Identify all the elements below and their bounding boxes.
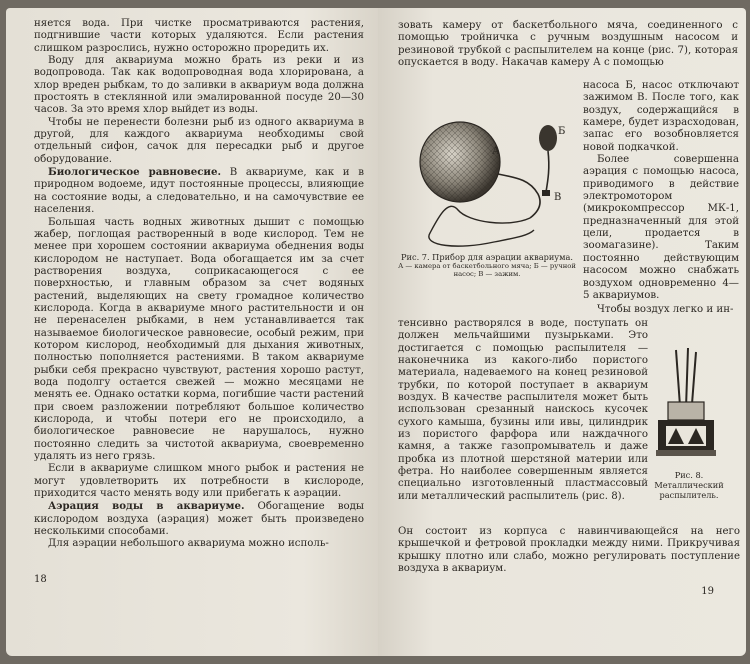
paragraph: насоса Б, насос отключают зажимом В. После того, как воздух, содержащийся в камере, будет израсходован, запас его возобновляется новой подкачкой. [583,80,739,153]
hand-pump-bulb [539,125,557,151]
page-number: 19 [701,586,714,597]
fig7-label-a: А [492,146,500,157]
left-page-text [34,18,364,551]
paragraph: тенсивно растворялся в воде, поступать он должен мельчайшими пузырьками. Это достигается с помощью распылителя — наконечника из какого-либо пористого материала, надеваемого на конец резиновой трубки, по которой поступает в аквариум воздух. В качестве распылителя может быть использован срезанный наискось кусочек сухого камыша, бузины или ивы, цилиндрик из пористого фарфора или наждачного камня, а также газопромыватель и даже пробка из плотной шерстяной материи или фетра. Но наиболее совершенным является специально изготовленный пластмассовый или металлический распылитель (рис. 8). [398,318,648,502]
figure-7-caption [398,252,576,278]
paragraph: Чтобы не перенести болезни рыб из одного аквариума в другой, для каждого аквариума необходимы свой отдельный сифон, сачок для пересадки рыб и другое оборудование. [34,116,364,165]
side-column [583,80,739,317]
metal-diffuser-illustration [640,346,738,468]
paragraph: няется вода. При чистке просматриваются растения, подгнившие части которых удаляются. Если растения слишком разрослись, нужно осторожно проредить их. [34,18,364,54]
clamp [542,190,550,196]
aeration-device-illustration [398,118,578,253]
paragraph: Более совершенна аэрация с помощью насоса, приводимого в действие электромотором (микрокомпрессор МК-1, предназначенный для этой цели, продается в зоомагазине). Таким постоянно действующим насосом можно снабжать воздухом одновременно 4—5 аквариумов. [583,154,739,301]
section-heading: Биологическое равновесие. [48,166,221,179]
paragraph: Если в аквариуме слишком много рыбок и растения не могут удовлетворить их потребности в кислороде, приходится часто менять воду или прибегать к аэрации. [34,463,364,500]
figure-7-title: Рис. 7. Прибор для аэрации аквариума. [401,252,573,262]
paragraph: Биологическое равновесие. В аквариуме, как и в природном водоеме, идут постоянные процессы, влияющие на состояние воды, а следовательно, и на самочувствие ее населения. [34,166,364,216]
rubber-tube [429,206,534,246]
section-heading: Аэрация воды в аквариуме. [48,500,245,513]
fig7-label-v: В [554,192,562,203]
figure-7-legend: А — камера от баскетбольного мяча; Б — ручной насос; В — зажим. [398,262,576,278]
right-page [378,8,746,656]
figure-8-caption: Рис. 8. Металлический распылитель. [654,470,724,500]
paragraph: Он состоит из корпуса с навинчивающейся на него крышечкой и фетровой прокладки между ними. Прикручивая крышку плотно или слабо, можно регулировать поступление воздуха в аквариум. [398,526,740,575]
paragraph: Чтобы воздух легко и ин- [597,304,734,316]
left-page [6,8,378,656]
paragraph: Большая часть водных животных дышит с помощью жабер, поглощая растворенный в воде кислород. Тем не менее при хорошем состоянии аквариума обеднения воды кислородом не наступает. Вода обогащается им за счет растворения воздуха, соприкасающегося с ее поверхностью, и главным образом за счет водяных растений, выделяющих на свету громадное количество кислорода. Когда в аквариуме много растительности и он не перенаселен рыбками, в нем устанавливается так называемое биологическое равновесие, особый режим, при котором кислород, необходимый для дыхания животных, полностью пополняется растениями. В таком аквариуме рыбки себя прекрасно чувствуют, растения хорошо растут, вода подолгу остается свежей — можно месяцами не менять ее. Однако остатки корма, погибшие части растений при своем разложении потребляют большое количество кислорода, и чтобы потери его не происходило, а биологическое равновесие не нарушалось, нужно постоянно следить за чистотой аквариума, своевременно удалять из него грязь. [34,216,364,463]
page-number: 18 [34,574,47,585]
figure-7-aeration-device [398,118,578,253]
paragraph: зовать камеру от баскетбольного мяча, соединенного с помощью тройничка с ручным воздушным насосом и резиновой трубкой с распылителем на конце (рис. 7), которая опускается в воду. Накачав камеру А с помощью [398,20,738,69]
fig7-label-b: Б [558,126,566,137]
paragraph: Аэрация воды в аквариуме. Обогащение воды кислородом воздуха (аэрация) может быть произведено несколькими способами. [34,500,364,538]
paragraph: Воду для аквариума можно брать из реки и из водопровода. Так как водопроводная вода хлорирована, а хлор вреден рыбкам, то до заливки в аквариум вода должна простоять в стеклянной или эмалированной посуде 20—30 часов. За это время хлор выйдет из воды. [34,55,364,116]
figure-8-diffuser [640,346,738,468]
paragraph: Для аэрации небольшого аквариума можно исполь- [48,538,329,550]
